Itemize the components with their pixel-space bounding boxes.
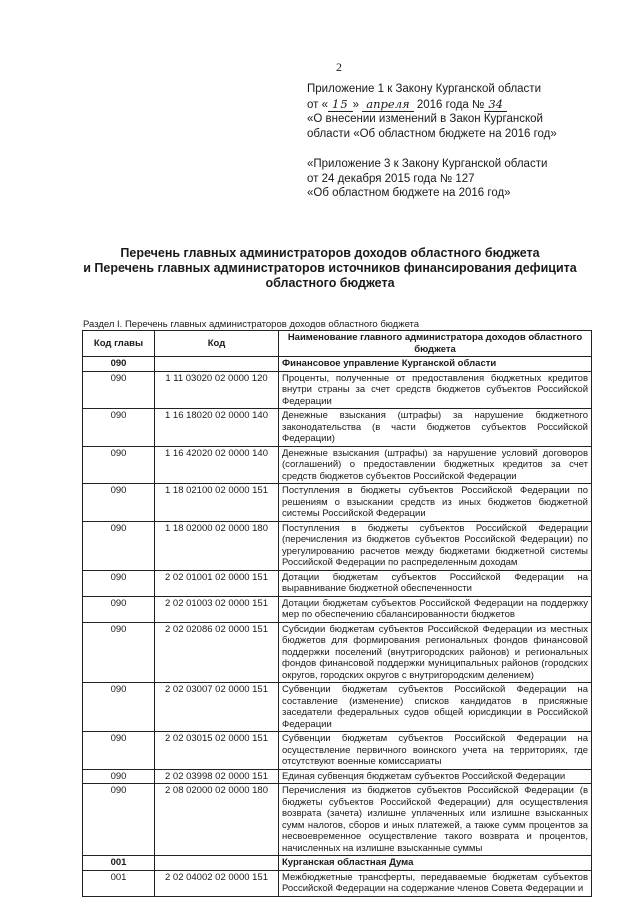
- cell-chapter: 090: [83, 357, 155, 372]
- cell-code: 2 08 02000 02 0000 180: [155, 784, 279, 856]
- cell-name: Дотации бюджетам субъектов Российской Федерации на поддержку мер по обеспечению сбалансированности бюджетов: [279, 596, 592, 622]
- cell-name: Единая субвенция бюджетам субъектов Российской Федерации: [279, 769, 592, 784]
- cell-name: Денежные взыскания (штрафы) за нарушение условий договоров (соглашений) о предоставлении бюджетных кредитов за счет средств бюджетов субъектов Российской Федерации: [279, 446, 592, 484]
- cell-name: Дотации бюджетам субъектов Российской Федерации на выравнивание бюджетной обеспеченности: [279, 570, 592, 596]
- cell-code: 2 02 03998 02 0000 151: [155, 769, 279, 784]
- cell-chapter: 090: [83, 371, 155, 409]
- table-row: [83, 856, 592, 871]
- page-number: 2: [336, 60, 342, 74]
- date-mid: »: [352, 98, 360, 111]
- date-prefix: от «: [307, 98, 329, 111]
- cell-name: Проценты, полученные от предоставления бюджетных кредитов внутри страны за счет средств бюджетов субъектов Российской Федерации: [279, 371, 592, 409]
- handwritten-day: 15: [328, 97, 353, 112]
- cell-chapter: 090: [83, 446, 155, 484]
- handwritten-number: 34: [484, 97, 507, 112]
- table-row: [83, 521, 592, 570]
- cell-chapter: 001: [83, 870, 155, 896]
- appendix-line: «Об областном бюджете на 2016 год»: [307, 187, 511, 199]
- table-row: [83, 769, 592, 784]
- cell-name: Субсидии бюджетам субъектов Российской Федерации из местных бюджетов для формирования региональных фондов финансовой поддержки поселений (внутригородских районов) и региональных фондов финансовой поддержки муниципальных районов (городских округов, городских округов с внутригородским делением): [279, 622, 592, 683]
- cell-chapter: 090: [83, 596, 155, 622]
- cell-chapter: 090: [83, 521, 155, 570]
- cell-chapter: 090: [83, 769, 155, 784]
- cell-code: 2 02 01001 02 0000 151: [155, 570, 279, 596]
- appendix-line: области «Об областном бюджете на 2016 год»: [307, 127, 557, 140]
- cell-code: 2 02 03015 02 0000 151: [155, 732, 279, 770]
- revenue-administrators-table: [82, 330, 592, 897]
- table-body: [83, 357, 592, 897]
- cell-name: Поступления в бюджеты субъектов Российской Федерации по решениям о взыскании средств из иных бюджетов бюджетной системы Российской Федерации: [279, 484, 592, 522]
- title-line: областного бюджета: [265, 276, 395, 290]
- appendix-line: от 24 декабря 2015 года № 127: [307, 172, 475, 185]
- table-row: [83, 570, 592, 596]
- cell-code: 1 18 02100 02 0000 151: [155, 484, 279, 522]
- cell-name: Субвенции бюджетам субъектов Российской Федерации на осуществление первичного воинского учета на территориях, где отсутствуют военные комиссариаты: [279, 732, 592, 770]
- cell-code: 2 02 04002 02 0000 151: [155, 870, 279, 896]
- cell-code: [155, 856, 279, 871]
- table-row: [83, 870, 592, 896]
- table-row: [83, 596, 592, 622]
- header-name: Наименование главного администратора доходов областного бюджета: [279, 331, 592, 357]
- cell-chapter: 090: [83, 732, 155, 770]
- cell-code: 2 02 03007 02 0000 151: [155, 683, 279, 732]
- appendix-date-line: [307, 97, 607, 113]
- cell-code: 1 16 42020 02 0000 140: [155, 446, 279, 484]
- table-row: [83, 446, 592, 484]
- document-title: [70, 246, 590, 291]
- appendix-line: «О внесении изменений в Закон Курганской: [307, 113, 543, 125]
- header-chapter: Код главы: [83, 331, 155, 357]
- title-line: Перечень главных администраторов доходов областного бюджета: [120, 246, 540, 260]
- cell-code: 1 16 18020 02 0000 140: [155, 409, 279, 447]
- cell-code: 2 02 01003 02 0000 151: [155, 596, 279, 622]
- table-row: [83, 409, 592, 447]
- cell-name: Перечисления из бюджетов субъектов Российской Федерации (в бюджеты субъектов Российской Федерации) для осуществления возврата (зачета) излишне уплаченных или излишне взысканных сумм налогов, сборов и иных платежей, а также сумм процентов за несвоевременное осуществление такого возврата и процентов, начисленных на излишне взысканные суммы: [279, 784, 592, 856]
- table-row: [83, 683, 592, 732]
- cell-name: Финансовое управление Курганской области: [279, 357, 592, 372]
- cell-code: [155, 357, 279, 372]
- appendix-line: «Приложение 3 к Закону Курганской области: [307, 158, 548, 170]
- table-row: [83, 732, 592, 770]
- cell-name: Денежные взыскания (штрафы) за нарушение бюджетного законодательства (в части бюджетов субъектов Российской Федерации): [279, 409, 592, 447]
- table-row: [83, 357, 592, 372]
- title-line: и Перечень главных администраторов источников финансирования дефицита: [83, 261, 577, 275]
- cell-code: 2 02 02086 02 0000 151: [155, 622, 279, 683]
- table-row: [83, 784, 592, 856]
- appendix-header: [307, 82, 607, 201]
- table-row: [83, 484, 592, 522]
- cell-name: Субвенции бюджетам субъектов Российской Федерации на составление (изменение) списков кандидатов в присяжные заседатели федеральных судов общей юрисдикции в Российской Федерации: [279, 683, 592, 732]
- section-caption: Раздел I. Перечень главных администраторов доходов областного бюджета: [83, 319, 420, 330]
- cell-chapter: 090: [83, 484, 155, 522]
- cell-code: 1 18 02000 02 0000 180: [155, 521, 279, 570]
- appendix-line: Приложение 1 к Закону Курганской области: [307, 83, 541, 95]
- table-row: [83, 371, 592, 409]
- table-row: [83, 622, 592, 683]
- cell-code: 1 11 03020 02 0000 120: [155, 371, 279, 409]
- header-code: Код: [155, 331, 279, 357]
- handwritten-month: апреля: [362, 97, 413, 112]
- table-header-row: [83, 331, 592, 357]
- cell-chapter: 001: [83, 856, 155, 871]
- cell-chapter: 090: [83, 683, 155, 732]
- date-year: 2016 года №: [416, 98, 485, 111]
- cell-chapter: 090: [83, 570, 155, 596]
- cell-name: Межбюджетные трансферты, передаваемые бюджетам субъектов Российской Федерации на содержание членов Совета Федерации и: [279, 870, 592, 896]
- cell-chapter: 090: [83, 409, 155, 447]
- cell-name: Курганская областная Дума: [279, 856, 592, 871]
- cell-chapter: 090: [83, 622, 155, 683]
- cell-name: Поступления в бюджеты субъектов Российской Федерации (перечисления из бюджетов субъектов Российской Федерации) по урегулированию расчетов между бюджетами бюджетной системы Российской Федерации по распределенным доходам: [279, 521, 592, 570]
- cell-chapter: 090: [83, 784, 155, 856]
